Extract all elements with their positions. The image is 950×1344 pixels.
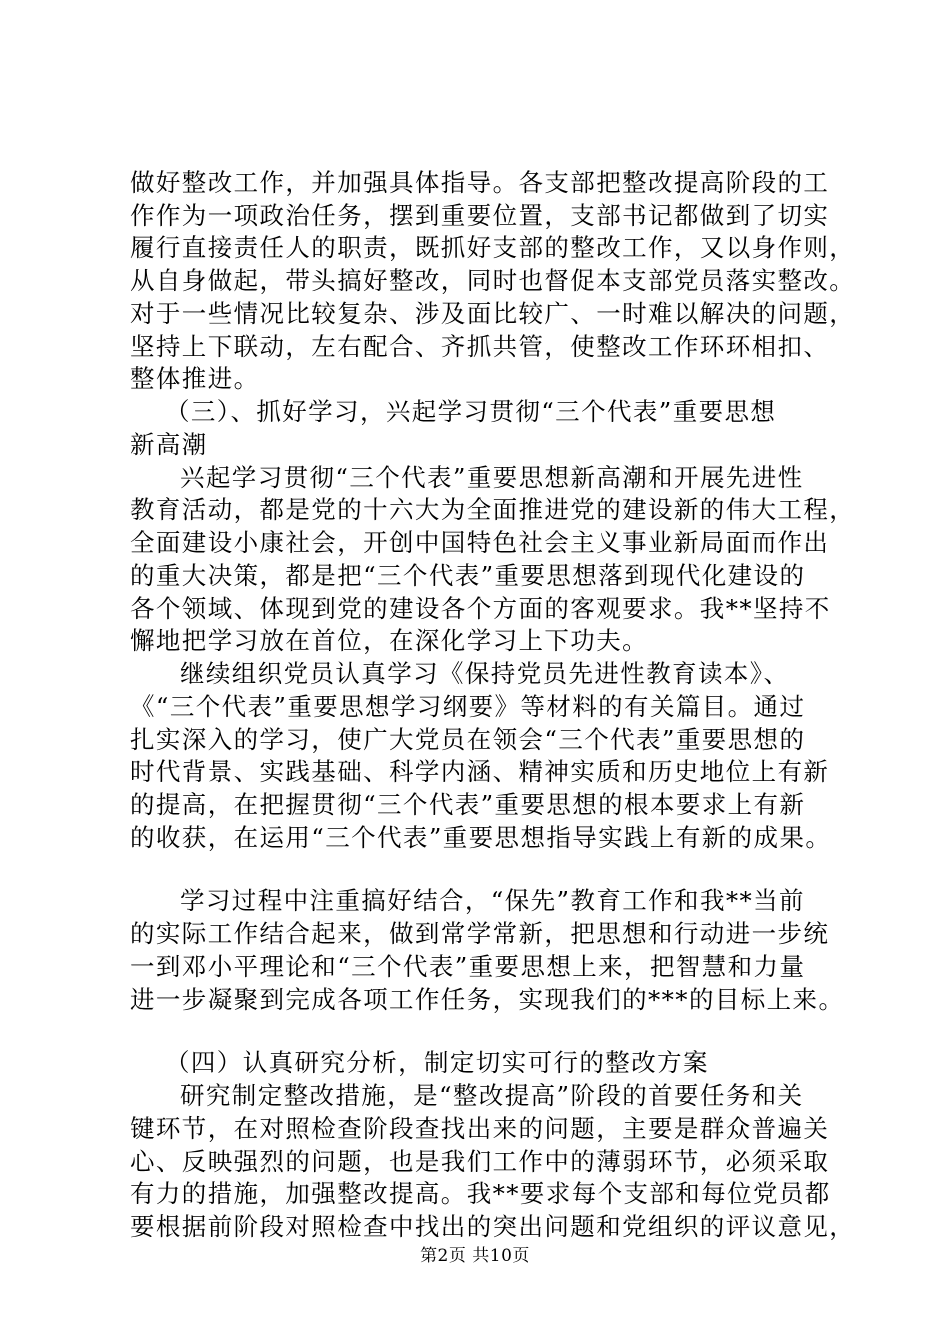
text-line: 《“三个代表”重要思想学习纲要》等材料的有关篇目。通过 bbox=[130, 692, 806, 721]
section-heading: （四）认真研究分析，制定切实可行的整改方案 bbox=[165, 1048, 709, 1077]
text-line: 要根据前阶段对照检查中找出的突出问题和党组织的评议意见， bbox=[130, 1212, 856, 1241]
text-line: 扎实深入的学习，使广大党员在领会“三个代表”重要思想的 bbox=[130, 725, 806, 754]
text-line: 教育活动，都是党的十六大为全面推进党的建设新的伟大工程， bbox=[130, 495, 856, 524]
text-line: 键环节，在对照检查阶段查找出来的问题，主要是群众普遍关 bbox=[130, 1114, 830, 1143]
text-line: 的实际工作结合起来，做到常学常新，把思想和行动进一步统 bbox=[130, 919, 830, 948]
text-line: 坚持上下联动，左右配合、齐抓共管，使整改工作环环相扣、 bbox=[130, 332, 830, 361]
text-line: 履行直接责任人的职责，既抓好支部的整改工作，又以身作则， bbox=[130, 233, 856, 262]
text-line: 懈地把学习放在首位，在深化学习上下功夫。 bbox=[130, 626, 648, 655]
text-line: 学习过程中注重搞好结合，“保先”教育工作和我**当前 bbox=[180, 886, 805, 915]
text-line: 进一步凝聚到完成各项工作任务，实现我们的***的目标上来。 bbox=[130, 985, 845, 1014]
text-line: 做好整改工作，并加强具体指导。各支部把整改提高阶段的工 bbox=[130, 168, 830, 197]
text-line: 一到邓小平理论和“三个代表”重要思想上来，把智慧和力量 bbox=[130, 952, 806, 981]
text-line: 从自身做起，带头搞好整改，同时也督促本支部党员落实整改。 bbox=[130, 266, 856, 295]
text-line: 作作为一项政治任务，摆到重要位置，支部书记都做到了切实 bbox=[130, 201, 830, 230]
text-line: 心、反映强烈的问题，也是我们工作中的薄弱环节，必须采取 bbox=[130, 1147, 830, 1176]
text-line: 整体推进。 bbox=[130, 364, 260, 393]
text-line: 全面建设小康社会，开创中国特色社会主义事业新局面而作出 bbox=[130, 528, 830, 557]
text-line: 研究制定整改措施，是“整改提高”阶段的首要任务和关 bbox=[180, 1081, 804, 1110]
text-line: 有力的措施，加强整改提高。我**要求每个支部和每位党员都 bbox=[130, 1179, 831, 1208]
text-line: 继续组织党员认真学习《保持党员先进性教育读本》、 bbox=[180, 659, 790, 688]
text-line: 对于一些情况比较复杂、涉及面比较广、一时难以解决的问题， bbox=[130, 299, 856, 328]
text-line: 各个领域、体现到党的建设各个方面的客观要求。我**坚持不 bbox=[130, 594, 831, 623]
text-line: 时代背景、实践基础、科学内涵、精神实质和历史地位上有新 bbox=[130, 757, 830, 786]
text-line: 的提高，在把握贯彻“三个代表”重要思想的根本要求上有新 bbox=[130, 790, 806, 819]
page-footer: 第2页 共10页 bbox=[420, 1246, 530, 1266]
section-heading-cont: 新高潮 bbox=[130, 430, 208, 459]
section-heading: （三）、抓好学习，兴起学习贯彻“三个代表”重要思想 bbox=[165, 397, 777, 426]
text-line: 的重大决策，都是把“三个代表”重要思想落到现代化建设的 bbox=[130, 561, 806, 590]
text-line: 的收获，在运用“三个代表”重要思想指导实践上有新的成果。 bbox=[130, 823, 832, 852]
text-line: 兴起学习贯彻“三个代表”重要思想新高潮和开展先进性 bbox=[180, 463, 804, 492]
